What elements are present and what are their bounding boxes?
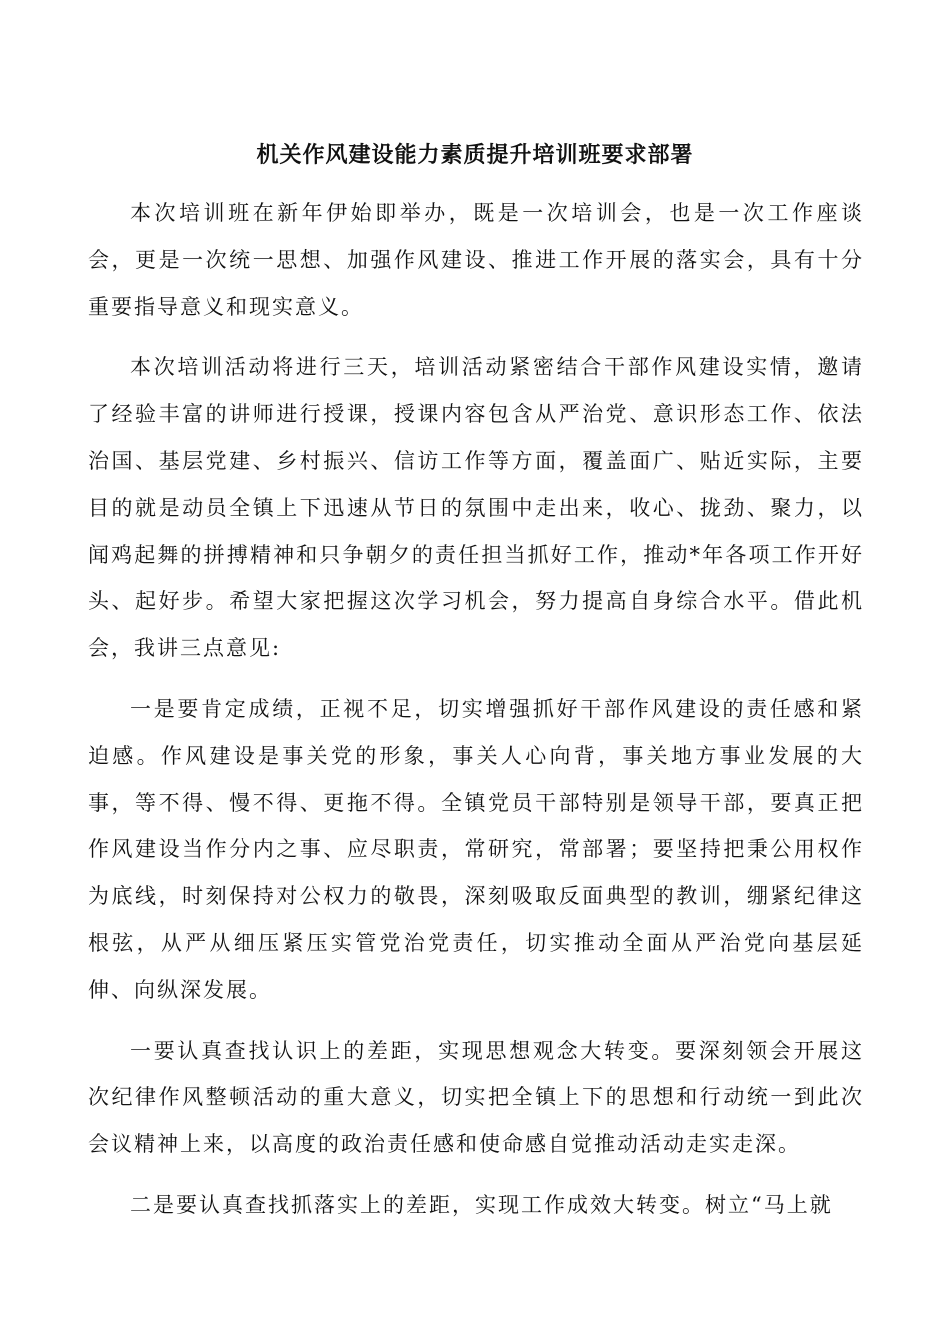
document-body <box>88 190 864 1243</box>
document-title: 机关作风建设能力素质提升培训班要求部署 <box>256 143 694 168</box>
paragraph-4: 一要认真查找认识上的差距，实现思想观念大转变。要深刻领会开展这次纪律作风整顿活动的重大意义，切实把全镇上下的思想和行动统一到此次会议精神上来，以高度的政治责任感和使命感自觉推动活动走实走深。 <box>88 1038 864 1157</box>
paragraph-2: 本次培训活动将进行三天，培训活动紧密结合干部作风建设实情，邀请了经验丰富的讲师进行授课，授课内容包含从严治党、意识形态工作、依法治国、基层党建、乡村振兴、信访工作等方面，覆盖面广、贴近实际，主要目的就是动员全镇上下迅速从节日的氛围中走出来，收心、拢劲、聚力，以闻鸡起舞的拼搏精神和只争朝夕的责任担当抓好工作，推动*年各项工作开好头、起好步。希望大家把握这次学习机会，努力提高自身综合水平。借此机会，我讲三点意见: <box>88 355 864 661</box>
paragraph-5: 二是要认真查找抓落实上的差距，实现工作成效大转变。树立“马上就 <box>130 1192 833 1217</box>
paragraph-1: 本次培训班在新年伊始即举办，既是一次培训会，也是一次工作座谈会，更是一次统一思想、加强作风建设、推进工作开展的落实会，具有十分重要指导意义和现实意义。 <box>88 201 864 319</box>
paragraph-3: 一是要肯定成绩，正视不足，切实增强抓好干部作风建设的责任感和紧迫感。作风建设是事关党的形象，事关人心向背，事关地方事业发展的大事，等不得、慢不得、更拖不得。全镇党员干部特别是领导干部，要真正把作风建设当作分内之事、应尽职责，常研究，常部署；要坚持把秉公用权作为底线，时刻保持对公权力的敬畏，深刻吸取反面典型的教训，绷紧纪律这根弦，从严从细压紧压实管党治党责任，切实推动全面从严治党向基层延伸、向纵深发展。 <box>88 696 864 1002</box>
